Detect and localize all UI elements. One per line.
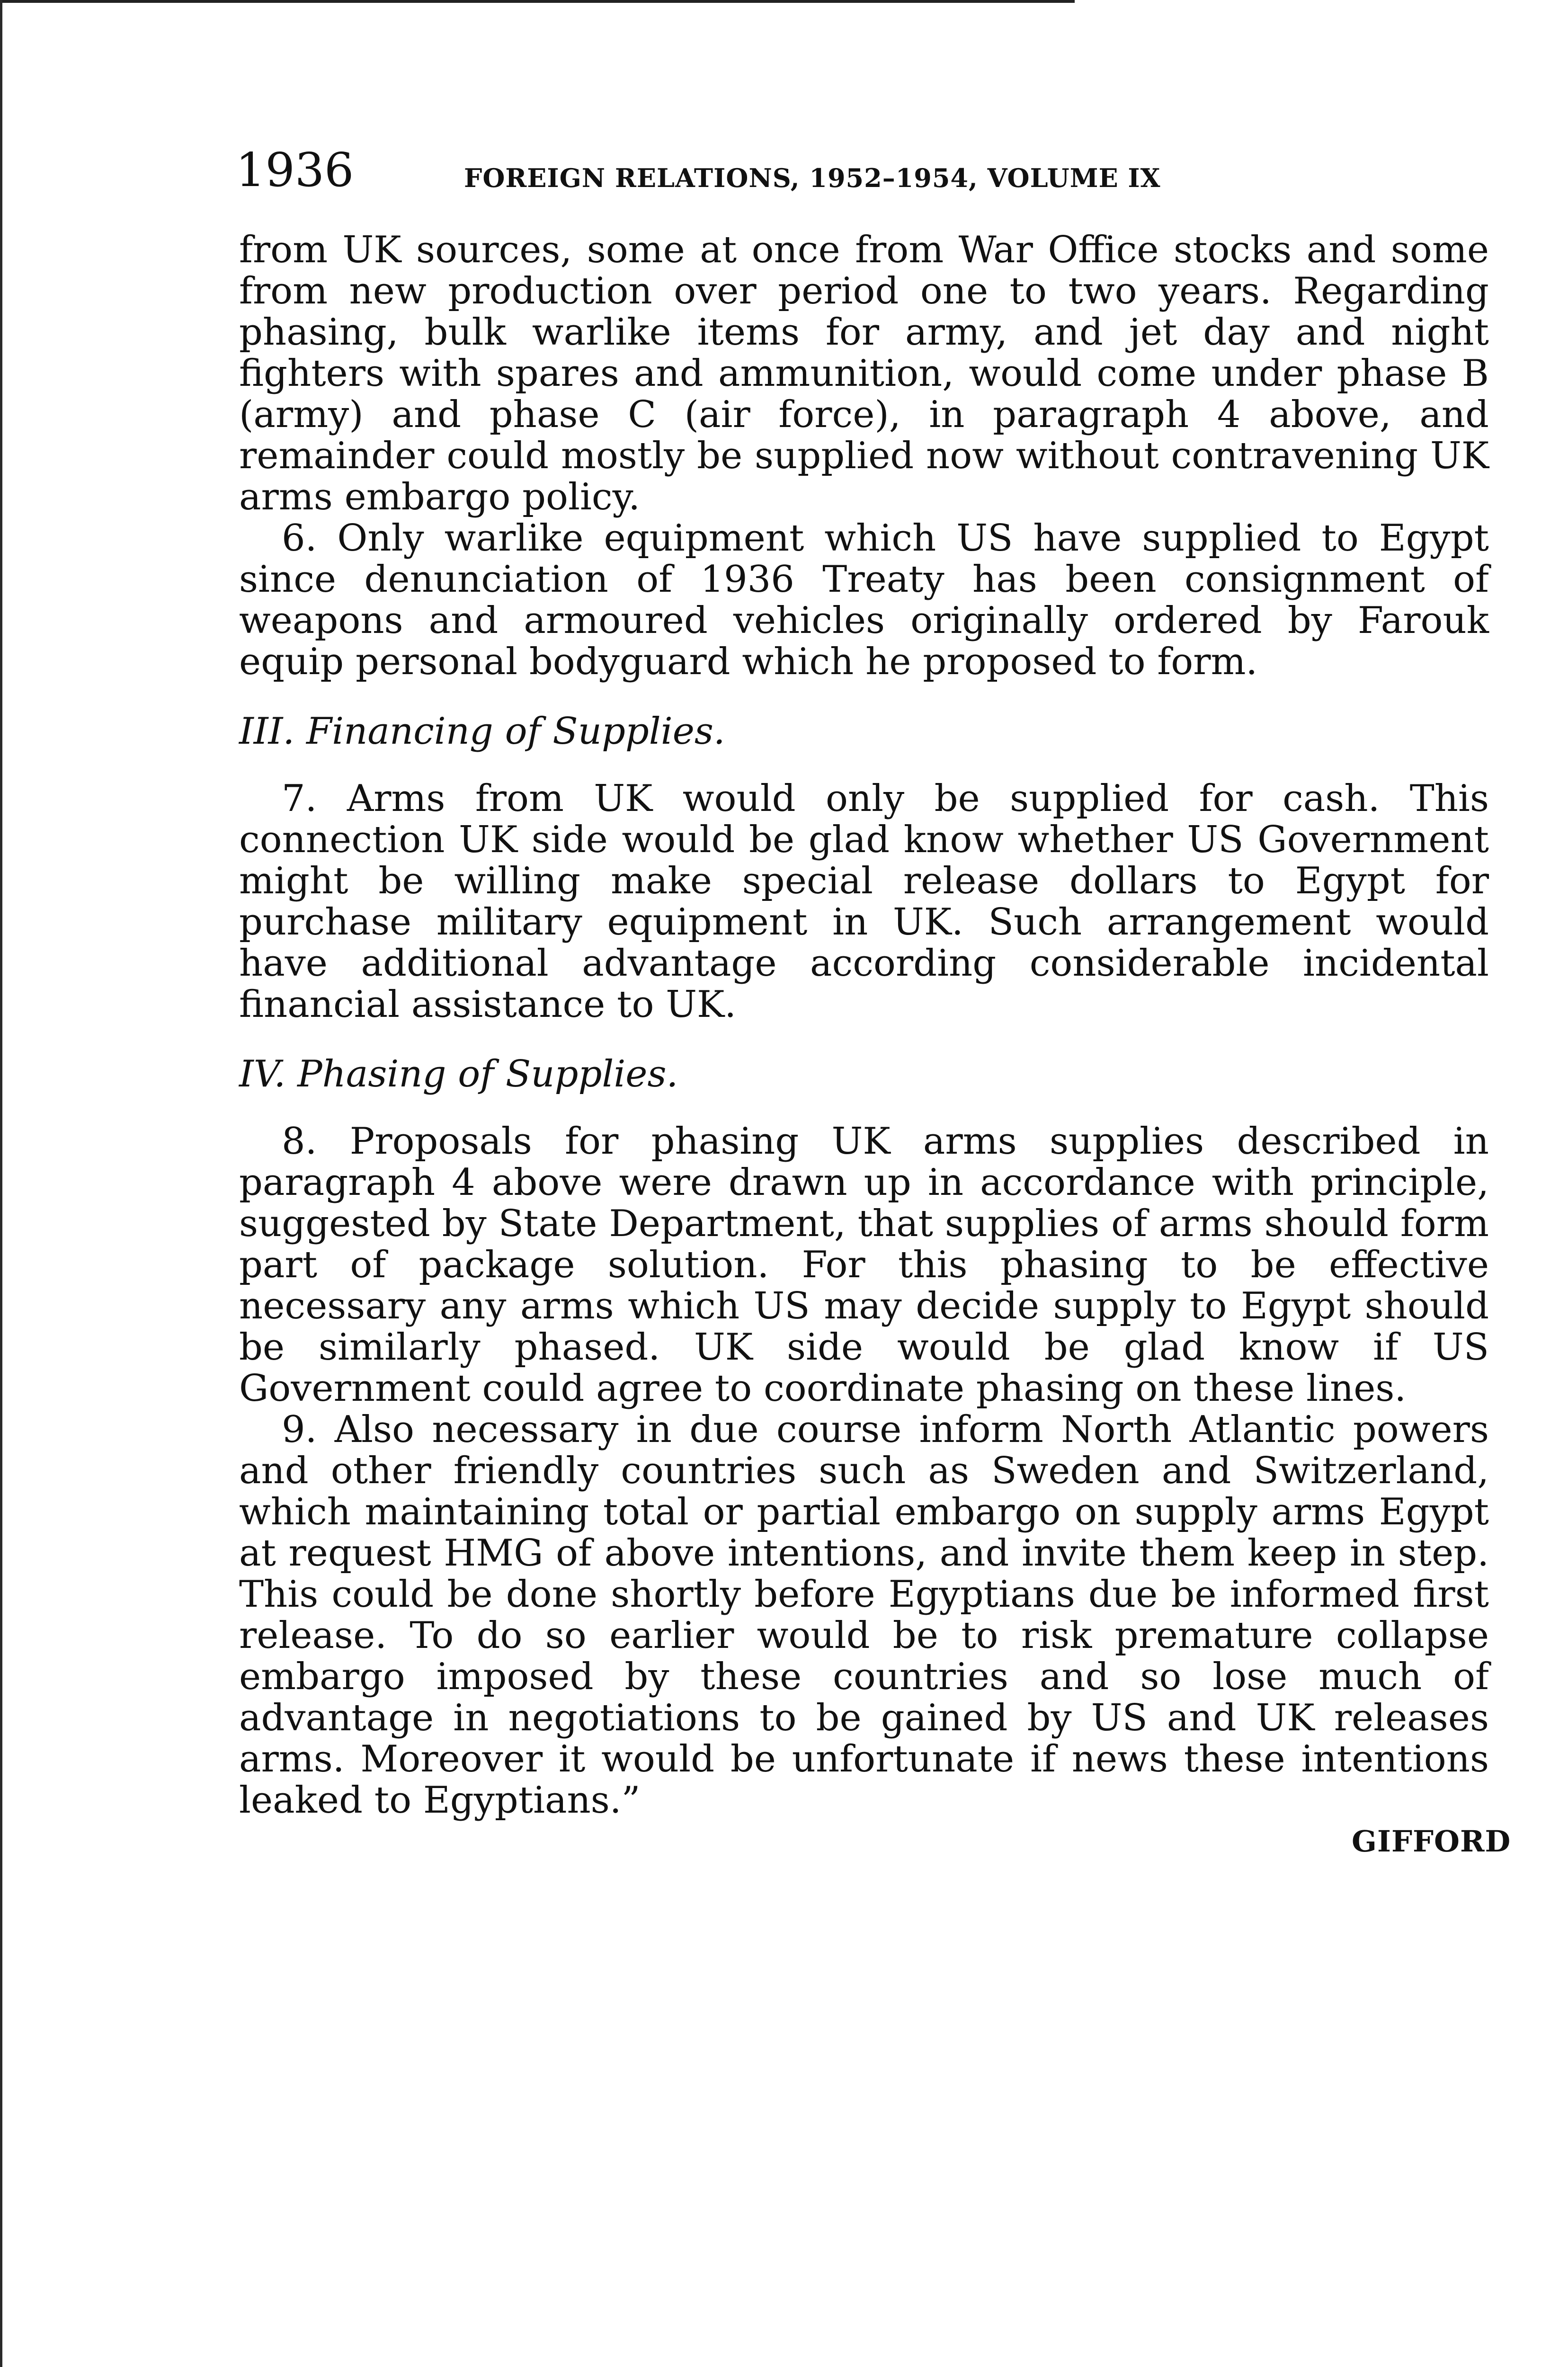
- section-heading-financing: III. Financing of Supplies.: [239, 710, 725, 753]
- paragraph-6: 6. Only warlike equipment which US have supplied to Egypt since denunciation of 1936 Treaty has been consignment of weapons and armoured vehicles originally ordered by Farouk equip personal bodyguard which he proposed to form.: [239, 517, 1489, 683]
- scan-top-border: [0, 0, 1075, 3]
- paragraph-continuation: from UK sources, some at once from War Office stocks and some from new production over period one to two years. Regarding phasing, bulk warlike items for army, and jet day and night fighters with spares and ammunition, would come under phase B (army) and phase C (air force), in paragraph 4 above, and remainder could mostly be supplied now without contravening UK arms embargo policy.: [239, 229, 1489, 518]
- signature: GIFFORD: [1352, 1824, 1511, 1859]
- paragraph-8: 8. Proposals for phasing UK arms supplies described in paragraph 4 above were drawn up in accordance with principle, suggested by State Department, that supplies of arms should form part of package solution. For this phasing to be effective necessary any arms which US may decide supply to Egypt should be similarly phased. UK side would be glad know if US Government could agree to coordinate phasing on these lines.: [239, 1120, 1489, 1410]
- scan-left-border: [0, 0, 2, 2367]
- running-head: FOREIGN RELATIONS, 1952–1954, VOLUME IX: [464, 163, 1161, 193]
- page-number: 1936: [236, 143, 354, 197]
- paragraph-7: 7. Arms from UK would only be supplied for cash. This connection UK side would be glad know whether US Government might be willing make special release dollars to Egypt for purchase military equipment in UK. Such arrangement would have additional advantage according considerable incidental financial assistance to UK.: [239, 777, 1489, 1026]
- document-body: [239, 230, 1489, 1821]
- section-heading-phasing: IV. Phasing of Supplies.: [239, 1053, 678, 1095]
- paragraph-9: 9. Also necessary in due course inform North Atlantic powers and other friendly countries such as Sweden and Switzerland, which maintaining total or partial embargo on supply arms Egypt at request HMG of above intentions, and invite them keep in step. This could be done shortly before Egyptians due be informed first release. To do so earlier would be to risk premature collapse embargo imposed by these countries and so lose much of advantage in negotiations to be gained by US and UK releases arms. Moreover it would be unfortunate if news these intentions leaked to Egyptians.”: [239, 1408, 1489, 1822]
